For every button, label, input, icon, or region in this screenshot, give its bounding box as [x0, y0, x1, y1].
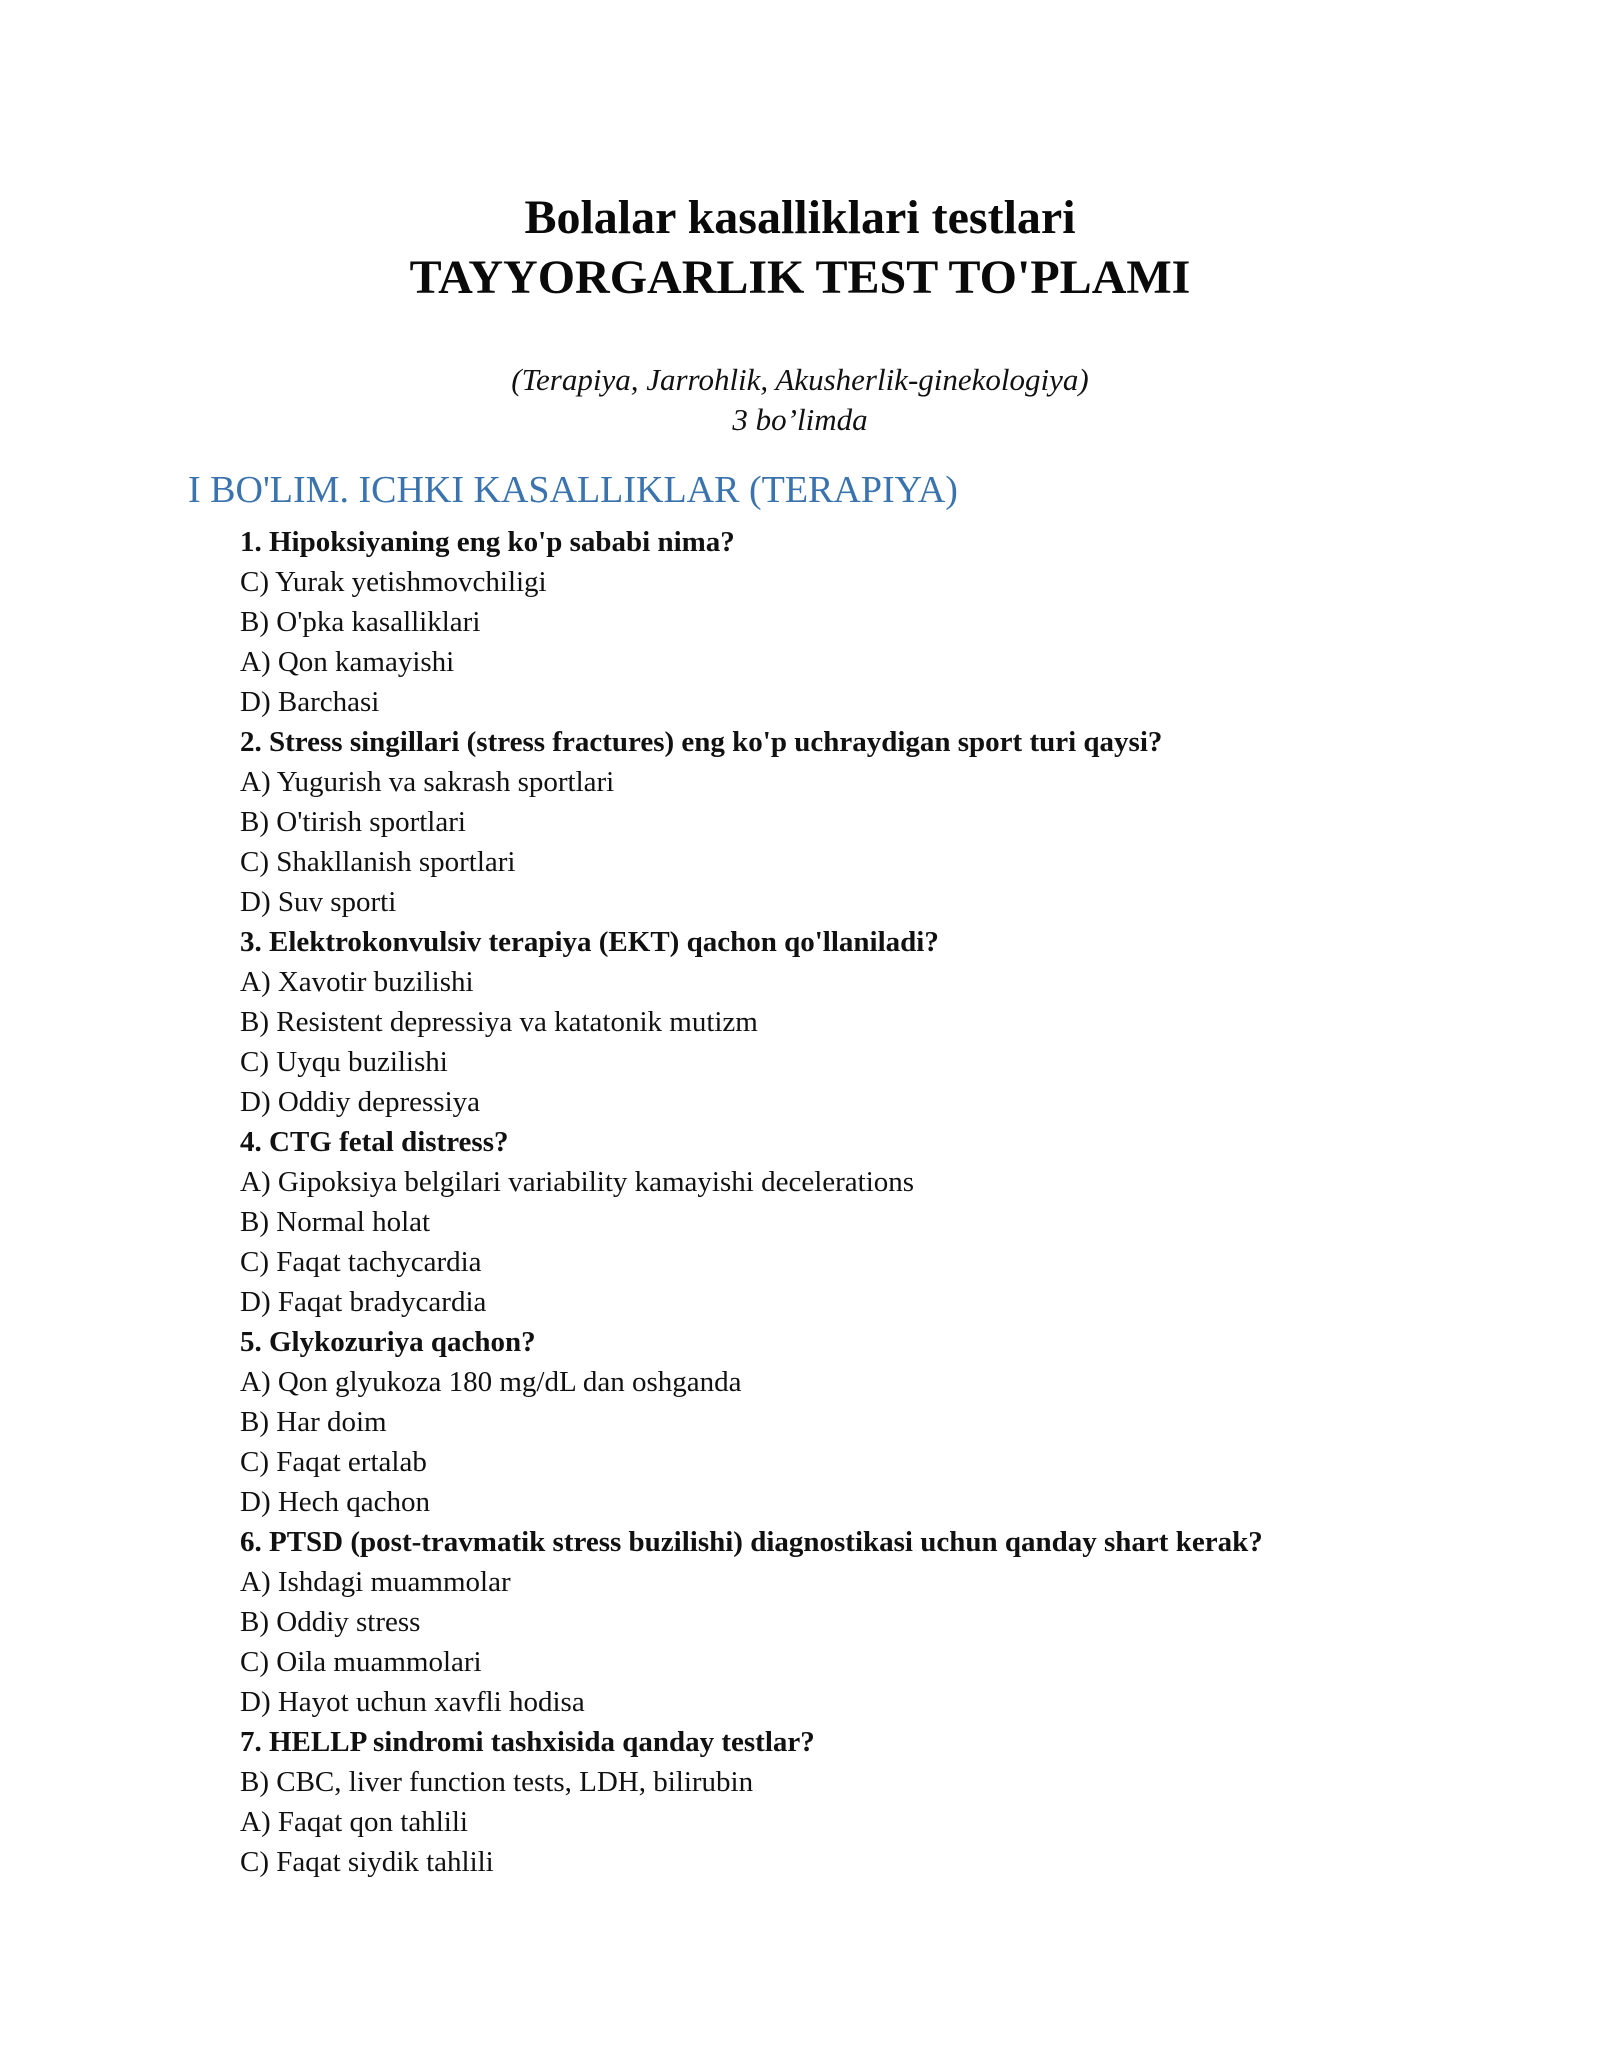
question-text: 2. Stress singillari (stress fractures) eng ko'p uchraydigan sport turi qaysi?: [240, 726, 1163, 758]
title-line: Bolalar kasalliklari testlari: [524, 191, 1076, 244]
answer-option: A) Yugurish va sakrash sportlari: [240, 766, 615, 798]
answer-option: A) Qon glyukoza 180 mg/dL dan oshganda: [240, 1366, 742, 1398]
answer-option: D) Faqat bradycardia: [240, 1286, 487, 1318]
document-title: [0, 188, 1600, 308]
question-item: [240, 1322, 1440, 1522]
answer-option: D) Suv sporti: [240, 886, 397, 918]
subtitle-line: (Terapiya, Jarrohlik, Akusherlik-ginekologiya): [511, 362, 1089, 397]
question-item: [240, 1722, 1440, 1882]
question-text: 1. Hipoksiyaning eng ko'p sababi nima?: [240, 526, 735, 558]
answer-option: C) Faqat ertalab: [240, 1446, 427, 1478]
question-item: [240, 522, 1440, 722]
question-item: [240, 722, 1440, 922]
answer-option: D) Hech qachon: [240, 1486, 431, 1518]
subtitle-line: 3 bo’limda: [732, 402, 868, 437]
answer-option: A) Qon kamayishi: [240, 646, 455, 678]
answer-option: A) Faqat qon tahlili: [240, 1806, 468, 1838]
question-text: 3. Elektrokonvulsiv terapiya (EKT) qachon qo'llaniladi?: [240, 926, 939, 958]
answer-option: C) Oila muammolari: [240, 1646, 482, 1678]
answer-option: C) Faqat tachycardia: [240, 1246, 482, 1278]
title-line: TAYYORGARLIK TEST TO'PLAMI: [409, 251, 1191, 304]
question-item: [240, 1122, 1440, 1322]
answer-option: A) Xavotir buzilishi: [240, 966, 474, 998]
answer-option: C) Yurak yetishmovchiligi: [240, 566, 547, 598]
document-subtitle: [0, 360, 1600, 440]
answer-option: C) Faqat siydik tahlili: [240, 1846, 494, 1878]
answer-option: B) Normal holat: [240, 1206, 431, 1238]
answer-option: B) Har doim: [240, 1406, 387, 1438]
answer-option: C) Shakllanish sportlari: [240, 846, 516, 878]
answer-option: D) Barchasi: [240, 686, 380, 718]
answer-option: B) CBC, liver function tests, LDH, bilirubin: [240, 1766, 754, 1798]
question-item: [240, 1522, 1440, 1722]
question-text: 5. Glykozuriya qachon?: [240, 1326, 536, 1358]
answer-option: A) Gipoksiya belgilari variability kamayishi decelerations: [240, 1166, 915, 1198]
answer-option: B) O'tirish sportlari: [240, 806, 466, 838]
answer-option: D) Oddiy depressiya: [240, 1086, 481, 1118]
section-heading: I BO'LIM. ICHKI KASALLIKLAR (TERAPIYA): [188, 469, 958, 511]
answer-option: C) Uyqu buzilishi: [240, 1046, 448, 1078]
answer-option: A) Ishdagi muammolar: [240, 1566, 511, 1598]
answer-option: D) Hayot uchun xavfli hodisa: [240, 1686, 585, 1718]
answer-option: B) Resistent depressiya va katatonik mutizm: [240, 1006, 758, 1038]
question-text: 4. CTG fetal distress?: [240, 1126, 509, 1158]
question-list: [240, 522, 1440, 1882]
answer-option: B) O'pka kasalliklari: [240, 606, 481, 638]
question-text: 6. PTSD (post-travmatik stress buzilishi) diagnostikasi uchun qanday shart kerak?: [240, 1526, 1263, 1558]
question-text: 7. HELLP sindromi tashxisida qanday testlar?: [240, 1726, 815, 1758]
question-item: [240, 922, 1440, 1122]
answer-option: B) Oddiy stress: [240, 1606, 421, 1638]
